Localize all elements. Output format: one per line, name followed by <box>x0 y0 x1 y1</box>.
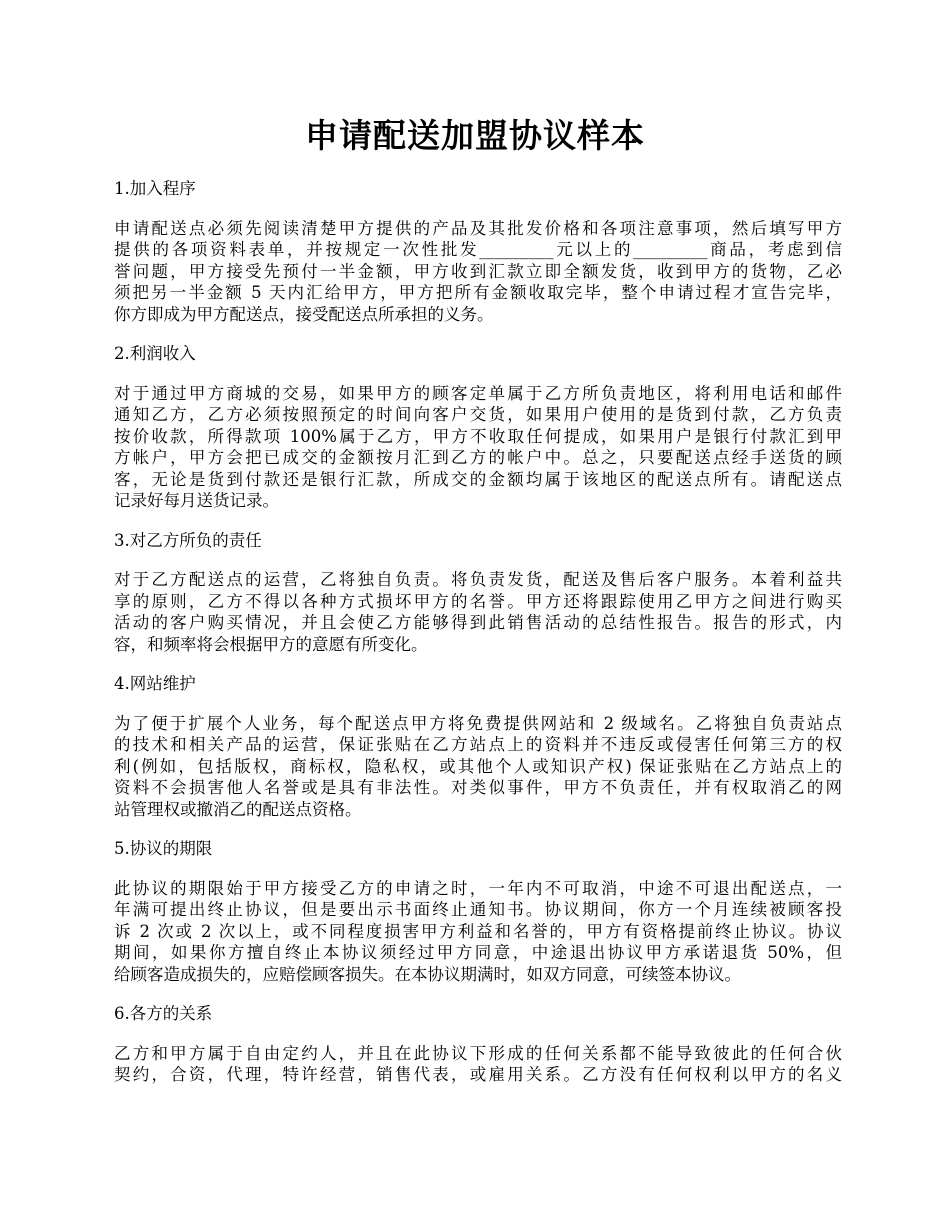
paragraph-line: 容，和频率将会根据甲方的意愿有所变化。 <box>114 634 428 654</box>
paragraph-line: 申请配送点必须先阅读清楚甲方提供的产品及其批发价格和各项注意事项，然后填写甲方 <box>114 218 842 238</box>
section-heading: 6.各方的关系 <box>114 1004 213 1023</box>
paragraph-line: 活动的客户购买情况，并且会使乙方能够得到此销售活动的总结性报告。报告的形式，内 <box>114 613 842 632</box>
paragraph-line: 按价收款，所得款项 100%属于乙方，甲方不收取任何提成，如果用户是银行付款汇到甲 <box>114 426 842 446</box>
paragraph-line: 记录好每月送货记录。 <box>114 491 279 510</box>
section-heading: 2.利润收入 <box>114 344 196 363</box>
paragraph-line: 你方即成为甲方配送点，接受配送点所承担的义务。 <box>114 304 494 324</box>
section-heading: 4.网站维护 <box>114 674 196 693</box>
paragraph-line: 为了便于扩展个人业务，每个配送点甲方将免费提供网站和 2 级域名。乙将独自负责站点 <box>114 713 842 733</box>
paragraph-line: 通知乙方，乙方必须按照预定的时间向客户交货，如果用户使用的是货到付款，乙方负责 <box>114 405 842 424</box>
paragraph-line: 资料不会损害他人名誉或是具有非法性。对类似事件，甲方不负责任，并有权取消乙的网 <box>114 778 842 797</box>
section-paragraph <box>114 713 842 821</box>
section-paragraph <box>114 383 842 512</box>
paragraph-line: 利(例如，包括版权，商标权，隐私权，或其他个人或知识产权) 保证张贴在乙方站点上的 <box>114 756 842 776</box>
section-paragraph <box>114 1043 842 1086</box>
paragraph-line: 给顾客造成损失的，应赔偿顾客损失。在本协议期满时，如双方同意，可续签本协议。 <box>114 964 741 984</box>
paragraph-line: 契约，合资，代理，特许经营，销售代表，或雇用关系。乙方没有任何权利以甲方的名义 <box>114 1065 842 1084</box>
paragraph-line: 享的原则，乙方不得以各种方式损坏甲方的名誉。甲方还将跟踪使用乙甲方之间进行购买 <box>114 591 842 611</box>
document-title: 申请配送加盟协议样本 <box>305 116 645 155</box>
paragraph-line: 方帐户，甲方会把已成交的金额按月汇到乙方的帐户中。总之，只要配送点经手送货的顾 <box>114 448 842 467</box>
paragraph-line: 站管理权或撤消乙的配送点资格。 <box>114 799 362 819</box>
paragraph-line: 客，无论是货到付款还是银行汇款，所成交的金额均属于该地区的配送点所有。请配送点 <box>114 469 842 489</box>
paragraph-line: 誉问题，甲方接受先预付一半金额，甲方收到汇款立即全额发货，收到甲方的货物，乙必 <box>114 261 842 281</box>
paragraph-line: 的技术和相关产品的运营，保证张贴在乙方站点上的资料并不违反或侵害任何第三方的权 <box>114 735 842 754</box>
paragraph-line: 乙方和甲方属于自由定约人，并且在此协议下形成的任何关系都不能导致彼此的任何合伙 <box>114 1043 842 1063</box>
section-heading: 1.加入程序 <box>114 179 196 198</box>
paragraph-line: 诉 2 次或 2 次以上，或不同程度损害甲方利益和名誉的，甲方有资格提前终止协议。协议 <box>114 921 842 941</box>
paragraph-line: 对于乙方配送点的运营，乙将独自负责。将负责发货，配送及售后客户服务。本着利益共 <box>114 570 842 589</box>
paragraph-line: 期间，如果你方擅自终止本协议须经过甲方同意，中途退出协议甲方承诺退货 50%，但 <box>114 943 842 962</box>
paragraph-line: 提供的各项资料表单，并按规定一次性批发_________元以上的_________商品，考虑到信 <box>114 240 842 259</box>
section-paragraph <box>114 878 842 986</box>
paragraph-line: 此协议的期限始于甲方接受乙方的申请之时，一年内不可取消，中途不可退出配送点，一 <box>114 878 842 898</box>
section-paragraph <box>114 569 842 655</box>
paragraph-line: 须把另一半金额 5 天内汇给甲方，甲方把所有金额收取完毕，整个申请过程才宣告完毕， <box>114 283 842 302</box>
paragraph-line: 年满可提出终止协议，但是要出示书面终止通知书。协议期间，你方一个月连续被顾客投 <box>114 900 842 919</box>
section-heading: 3.对乙方所负的责任 <box>114 530 262 550</box>
document-body <box>114 178 842 1104</box>
paragraph-line: 对于通过甲方商城的交易，如果甲方的顾客定单属于乙方所负责地区，将利用电话和邮件 <box>114 383 842 403</box>
section-heading: 5.协议的期限 <box>114 839 213 858</box>
section-paragraph <box>114 218 842 326</box>
